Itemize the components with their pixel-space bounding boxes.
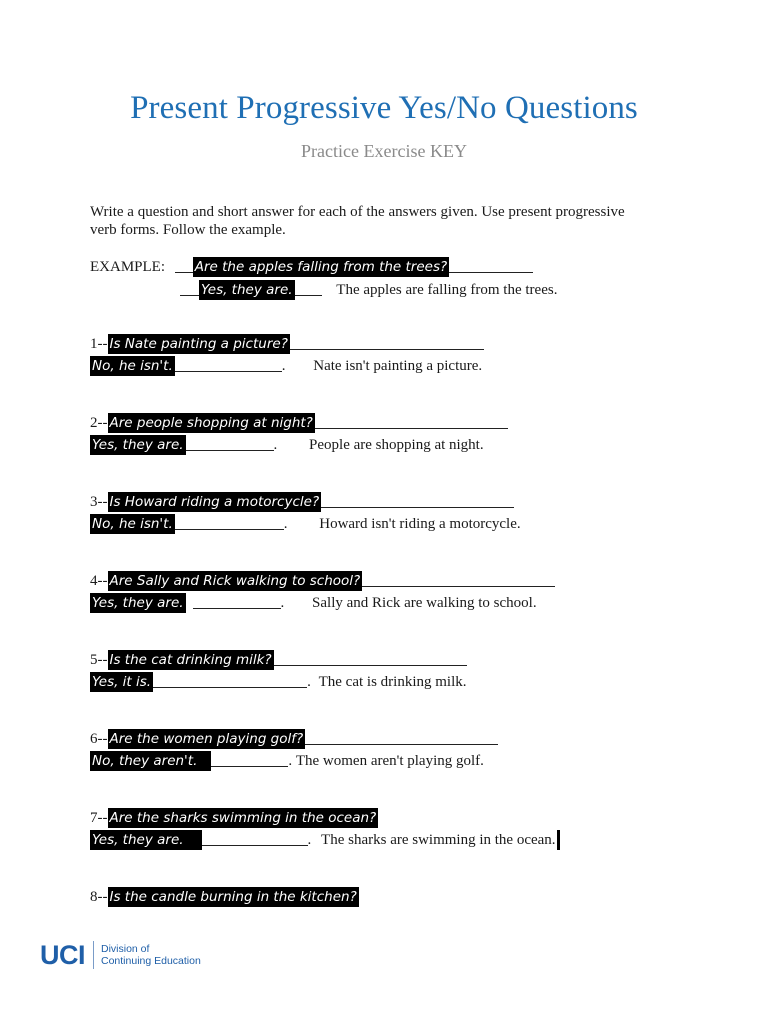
item-6-answer-line: No, they aren't. . The women aren't playing golf. bbox=[90, 750, 484, 772]
item-question: Are the women playing golf? bbox=[109, 731, 304, 747]
item-number: 7-- bbox=[90, 810, 108, 826]
uci-logo bbox=[40, 940, 201, 970]
item-5-question-line bbox=[90, 649, 467, 671]
item-answer: No, he isn't. bbox=[92, 516, 173, 532]
item-7-answer-line: Yes, they are. . The sharks are swimming in the ocean. bbox=[90, 829, 560, 851]
item-1-answer-line: No, he isn't. . Nate isn't painting a picture. bbox=[90, 355, 482, 377]
item-7-question-line bbox=[90, 807, 378, 829]
item-statement: Sally and Rick are walking to school. bbox=[312, 595, 537, 611]
example-question-line bbox=[90, 256, 533, 278]
example-label: EXAMPLE: bbox=[90, 259, 165, 275]
item-answer: Yes, it is. bbox=[92, 674, 152, 690]
logo-text bbox=[101, 943, 201, 967]
instructions: Write a question and short answer for each of the answers given. Use present progressive verb forms. Follow the example. bbox=[90, 204, 625, 238]
blank-line bbox=[202, 830, 308, 846]
item-3-question-line bbox=[90, 491, 514, 513]
item-question: Are the sharks swimming in the ocean? bbox=[109, 810, 377, 826]
item-question: Is the candle burning in the kitchen? bbox=[109, 889, 357, 905]
logo-divider bbox=[93, 941, 94, 969]
blank-line bbox=[211, 751, 288, 767]
example-question: Are the apples falling from the trees? bbox=[194, 259, 448, 275]
item-question: Is the cat drinking milk? bbox=[109, 652, 272, 668]
item-number: 3-- bbox=[90, 494, 108, 510]
item-number: 5-- bbox=[90, 652, 108, 668]
item-4-question-line bbox=[90, 570, 555, 592]
text-cursor bbox=[557, 830, 560, 850]
blank-line bbox=[362, 571, 555, 587]
item-statement: People are shopping at night. bbox=[309, 437, 484, 453]
item-answer: Yes, they are. bbox=[92, 595, 184, 611]
item-2-question-line bbox=[90, 412, 508, 434]
example-answer: Yes, they are. bbox=[201, 282, 293, 298]
item-answer: No, he isn't. bbox=[92, 358, 173, 374]
item-statement: Howard isn't riding a motorcycle. bbox=[319, 516, 521, 532]
item-3-answer-line: No, he isn't. . Howard isn't riding a motorcycle. bbox=[90, 513, 521, 535]
item-2-answer-line: Yes, they are. . People are shopping at night. bbox=[90, 434, 484, 456]
item-8-question-line bbox=[90, 886, 359, 908]
item-answer: Yes, they are. bbox=[90, 830, 202, 850]
blank-line bbox=[153, 672, 307, 688]
item-statement: The sharks are swimming in the ocean. bbox=[321, 832, 556, 848]
blank-line bbox=[193, 593, 281, 609]
item-5-answer-line: Yes, it is. . The cat is drinking milk. bbox=[90, 671, 467, 693]
blank-line bbox=[175, 356, 282, 372]
blank-line bbox=[295, 280, 322, 296]
blank-line bbox=[175, 514, 284, 530]
item-statement: The cat is drinking milk. bbox=[318, 674, 467, 690]
item-number: 6-- bbox=[90, 731, 108, 747]
blank-line bbox=[186, 435, 274, 451]
item-question: Is Howard riding a motorcycle? bbox=[109, 494, 320, 510]
item-question: Is Nate painting a picture? bbox=[109, 336, 288, 352]
example-statement: The apples are falling from the trees. bbox=[336, 282, 558, 298]
logo-mark: UCI bbox=[40, 939, 85, 970]
item-statement: The women aren't playing golf. bbox=[295, 753, 484, 769]
page-subtitle: Practice Exercise KEY bbox=[301, 141, 467, 161]
blank-line bbox=[274, 650, 467, 666]
page-title: Present Progressive Yes/No Questions bbox=[130, 90, 638, 126]
item-number: 4-- bbox=[90, 573, 108, 589]
blank-line bbox=[449, 257, 533, 273]
blank-line bbox=[175, 257, 193, 273]
blank-line bbox=[315, 413, 508, 429]
item-answer: Yes, they are. bbox=[92, 437, 184, 453]
blank-line bbox=[305, 729, 498, 745]
item-answer: No, they aren't. bbox=[90, 751, 211, 771]
item-4-answer-line: Yes, they are. . Sally and Rick are walking to school. bbox=[90, 592, 537, 614]
item-question: Are Sally and Rick walking to school? bbox=[109, 573, 361, 589]
item-number: 1-- bbox=[90, 336, 108, 352]
example-answer-line bbox=[180, 279, 557, 301]
item-1-question-line bbox=[90, 333, 484, 355]
blank-line bbox=[290, 334, 484, 350]
item-6-question-line bbox=[90, 728, 498, 750]
item-number: 2-- bbox=[90, 415, 108, 431]
item-question: Are people shopping at night? bbox=[109, 415, 313, 431]
blank-line bbox=[321, 492, 514, 508]
item-number: 8-- bbox=[90, 889, 108, 905]
item-statement: Nate isn't painting a picture. bbox=[313, 358, 483, 374]
logo-line-2: Continuing Education bbox=[101, 955, 201, 967]
blank-line bbox=[180, 280, 199, 296]
logo-line-1: Division of bbox=[101, 943, 150, 955]
